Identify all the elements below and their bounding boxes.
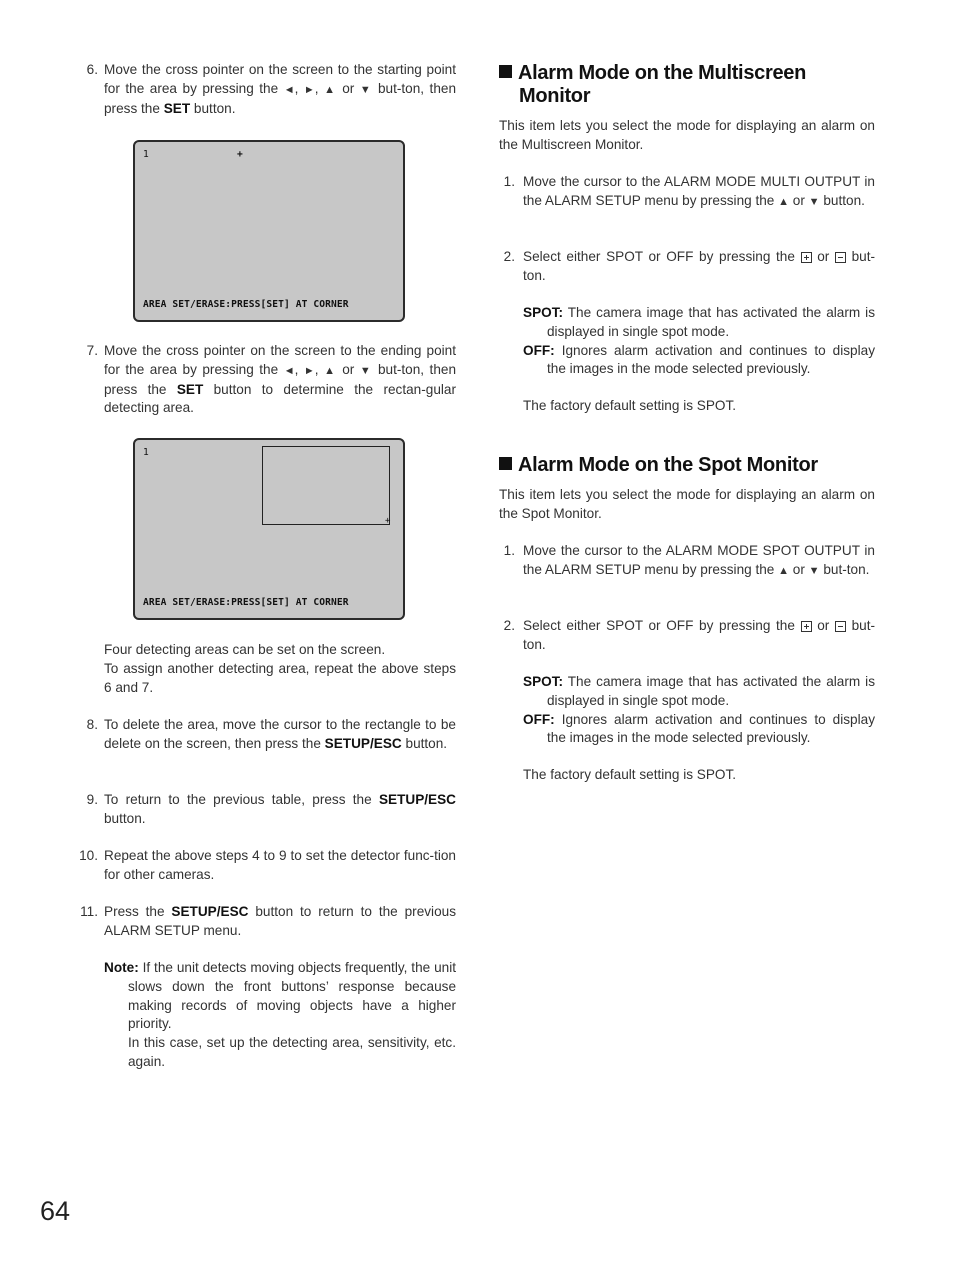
step-7	[78, 342, 456, 418]
detecting-area-rectangle	[262, 446, 390, 525]
camera-number: 1	[143, 447, 149, 458]
spot-step-2	[499, 617, 875, 655]
set-button-label: SET	[163, 100, 191, 116]
screen-message: AREA SET/ERASE:PRESS[SET] AT CORNER	[143, 299, 349, 310]
down-arrow-icon: ▼	[808, 195, 820, 208]
step-9	[78, 791, 456, 829]
spot-default: The factory default setting is SPOT.	[523, 767, 737, 782]
square-bullet-icon	[499, 65, 512, 78]
cross-pointer-icon: +	[385, 516, 391, 526]
down-arrow-icon: ▼	[808, 564, 820, 577]
step-text: To delete the area, move the cursor to the rectangle to be delete on the screen, then press the SETUP/ESC button.	[104, 717, 456, 751]
down-arrow-icon: ▼	[359, 364, 373, 377]
step-number: 2.	[503, 618, 515, 633]
step-number: 1.	[503, 174, 515, 189]
step-11	[78, 903, 456, 941]
down-arrow-icon: ▼	[359, 83, 373, 96]
up-arrow-icon: ▲	[778, 564, 790, 577]
multi-default: The factory default setting is SPOT.	[523, 398, 737, 413]
right-arrow-icon: ►	[303, 364, 315, 377]
monitor-screen-end	[133, 438, 405, 620]
step-8	[78, 716, 456, 754]
step-text: To return to the previous table, press the SETUP/ESC button.	[104, 792, 456, 826]
spot-label: SPOT:	[523, 305, 564, 320]
step-text: Move the cursor to the ALARM MODE SPOT OUTPUT in the ALARM SETUP menu by pressing the ▲ or ▼ but-ton.	[523, 543, 875, 577]
step-number: 1.	[503, 543, 515, 558]
multi-step-1	[499, 173, 875, 212]
step-text: Move the cross pointer on the screen to the ending point for the area by pressing the ◄, ►, ▲ or ▼ but-ton, then press the SET button to determine the rectan-gular detecting area.	[104, 343, 457, 416]
step-text: Select either SPOT or OFF by pressing the or but-ton.	[523, 249, 876, 283]
step-number: 8.	[86, 717, 98, 732]
plus-button-icon	[801, 252, 812, 263]
minus-button-icon	[835, 252, 846, 263]
step-number: 7.	[86, 343, 98, 358]
multi-intro: This item lets you select the mode for displaying an alarm on the Multiscreen Monitor.	[499, 118, 875, 152]
spot-intro: This item lets you select the mode for displaying an alarm on the Spot Monitor.	[499, 487, 875, 521]
step-6	[78, 61, 456, 118]
heading-multiscreen: Alarm Mode on the Multiscreen Monitor	[499, 62, 806, 108]
spot-label: SPOT:	[523, 674, 564, 689]
spot-options: SPOT: The camera image that has activated the alarm is displayed in single spot mode. OFF: Ignores alarm activation and continues to display the images in the mode selected previously.	[523, 674, 875, 746]
left-arrow-icon: ◄	[283, 83, 295, 96]
step-text: Press the SETUP/ESC button to return to the previous ALARM SETUP menu.	[104, 904, 456, 938]
camera-number: 1	[143, 149, 149, 160]
setup-esc-label: SETUP/ESC	[324, 735, 402, 751]
four-areas-note: Four detecting areas can be set on the screen. To assign another detecting area, repeat the above steps 6 and 7.	[104, 642, 456, 695]
step-number: 6.	[86, 62, 98, 77]
step-text: Move the cursor to the ALARM MODE MULTI OUTPUT in the ALARM SETUP menu by pressing the ▲ or ▼ button.	[523, 174, 875, 208]
spot-step-1	[499, 542, 875, 581]
square-bullet-icon	[499, 457, 512, 470]
multi-step-2	[499, 248, 875, 286]
monitor-screen-start	[133, 140, 405, 322]
left-arrow-icon: ◄	[283, 364, 295, 377]
note-label: Note:	[104, 960, 139, 975]
up-arrow-icon: ▲	[324, 364, 337, 377]
page-number: 64	[40, 1196, 71, 1226]
up-arrow-icon: ▲	[778, 195, 790, 208]
heading-spot-monitor: Alarm Mode on the Spot Monitor	[499, 454, 818, 477]
step-number: 9.	[86, 792, 98, 807]
cross-pointer-icon: +	[237, 149, 243, 160]
off-label: OFF:	[523, 711, 555, 727]
step-number: 10.	[79, 848, 98, 863]
note-block: Note: If the unit detects moving objects frequently, the unit slows down the front buttons’ response because making records of moving objects have a higher priority. In this case, set up the detecting area, sensitivity, etc. again.	[104, 960, 456, 1069]
right-arrow-icon: ►	[303, 83, 315, 96]
step-text: Select either SPOT or OFF by pressing the or but-ton.	[523, 618, 876, 652]
setup-esc-label: SETUP/ESC	[171, 904, 249, 919]
step-text: Move the cross pointer on the screen to the starting point for the area by pressing the ◄, ►, ▲ or ▼ but-ton, then press the SET button.	[104, 62, 457, 116]
set-button-label: SET	[176, 381, 204, 397]
step-number: 2.	[503, 249, 515, 264]
screen-message: AREA SET/ERASE:PRESS[SET] AT CORNER	[143, 597, 349, 608]
setup-esc-label: SETUP/ESC	[378, 792, 456, 807]
step-number: 11.	[80, 904, 98, 919]
multi-options: SPOT: The camera image that has activated the alarm is displayed in single spot mode. OFF: Ignores alarm activation and continues to display the images in the mode selected previously.	[523, 305, 875, 377]
step-text: Repeat the above steps 4 to 9 to set the detector func-tion for other cameras.	[104, 848, 456, 882]
up-arrow-icon: ▲	[324, 83, 337, 96]
minus-button-icon	[835, 621, 846, 632]
plus-button-icon	[801, 621, 812, 632]
step-10	[78, 847, 456, 885]
off-label: OFF:	[523, 342, 555, 358]
